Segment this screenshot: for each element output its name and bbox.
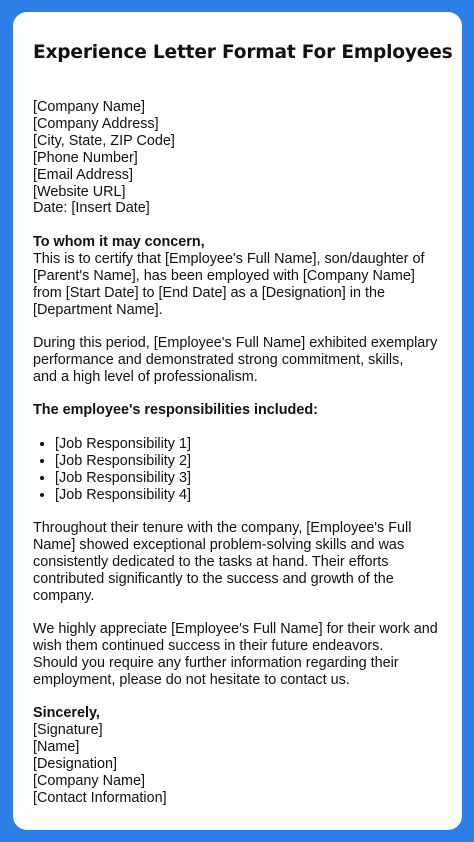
paragraph-line: Throughout their tenure with the company, [Employee's Full xyxy=(33,520,412,537)
letter-card xyxy=(13,12,462,830)
paragraph-line: consistently dedicated to the tasks at hand. Their efforts xyxy=(33,553,389,570)
paragraph-line: Name] showed exceptional problem-solving skills and was xyxy=(33,537,405,553)
appreciation-paragraph xyxy=(33,621,444,689)
paragraph-line: contributed significantly to the success and growth of the xyxy=(33,570,394,587)
paragraph-line: Should you require any further information regarding their xyxy=(33,655,399,672)
paragraph-line: and a high level of professionalism. xyxy=(33,368,258,385)
paragraph-line: employment, please do not hesitate to contact us. xyxy=(33,671,350,688)
paragraph-line: performance and demonstrated strong commitment, skills, xyxy=(33,351,404,368)
responsibilities-list xyxy=(33,436,444,504)
list-item: • [Job Responsibility 3] xyxy=(55,470,444,487)
sender-phone: [Phone Number] xyxy=(33,149,138,166)
list-item: • [Job Responsibility 1] xyxy=(55,436,444,453)
certification-paragraph xyxy=(33,234,444,319)
list-item: • [Job Responsibility 2] xyxy=(55,453,444,470)
responsibilities-heading-text: The employee's responsibilities included: xyxy=(33,402,318,419)
letter-date: Date: [Insert Date] xyxy=(33,200,150,217)
closing: Sincerely, xyxy=(33,705,100,722)
sender-company-address: [Company Address] xyxy=(33,115,159,132)
paragraph-line: This is to certify that [Employee's Full Name], son/daughter of xyxy=(33,250,425,267)
paragraph-line: company. xyxy=(33,587,95,604)
letter-body xyxy=(33,99,444,807)
list-item: • [Job Responsibility 4] xyxy=(55,487,444,504)
paragraph-line: wish them continued success in their future endeavors. xyxy=(33,638,384,655)
paragraph-line: from [Start Date] to [End Date] as a [Designation] in the xyxy=(33,284,385,301)
paragraph-line: [Parent's Name], has been employed with [Company Name] xyxy=(33,267,415,284)
salutation: To whom it may concern, xyxy=(33,233,205,250)
sender-company-name: [Company Name] xyxy=(33,99,145,115)
paragraph-line: During this period, [Employee's Full Name] exhibited exemplary xyxy=(33,335,438,352)
performance-paragraph xyxy=(33,335,444,386)
responsibilities-heading xyxy=(33,402,444,419)
sender-city-state-zip: [City, State, ZIP Code] xyxy=(33,132,175,149)
signer-contact: [Contact Information] xyxy=(33,789,167,806)
signer-designation: [Designation] xyxy=(33,756,117,773)
signer-company: [Company Name] xyxy=(33,773,145,790)
signature-block xyxy=(33,705,444,806)
page-title: Experience Letter Format For Employees xyxy=(33,42,453,63)
signer-name: [Name] xyxy=(33,739,80,756)
signature-placeholder: [Signature] xyxy=(33,722,103,739)
sender-block xyxy=(33,99,444,217)
paragraph-line: [Department Name]. xyxy=(33,301,163,318)
paragraph-line: We highly appreciate [Employee's Full Name] for their work and xyxy=(33,621,438,638)
tenure-paragraph xyxy=(33,520,444,605)
sender-email: [Email Address] xyxy=(33,166,133,183)
sender-website: [Website URL] xyxy=(33,183,126,200)
